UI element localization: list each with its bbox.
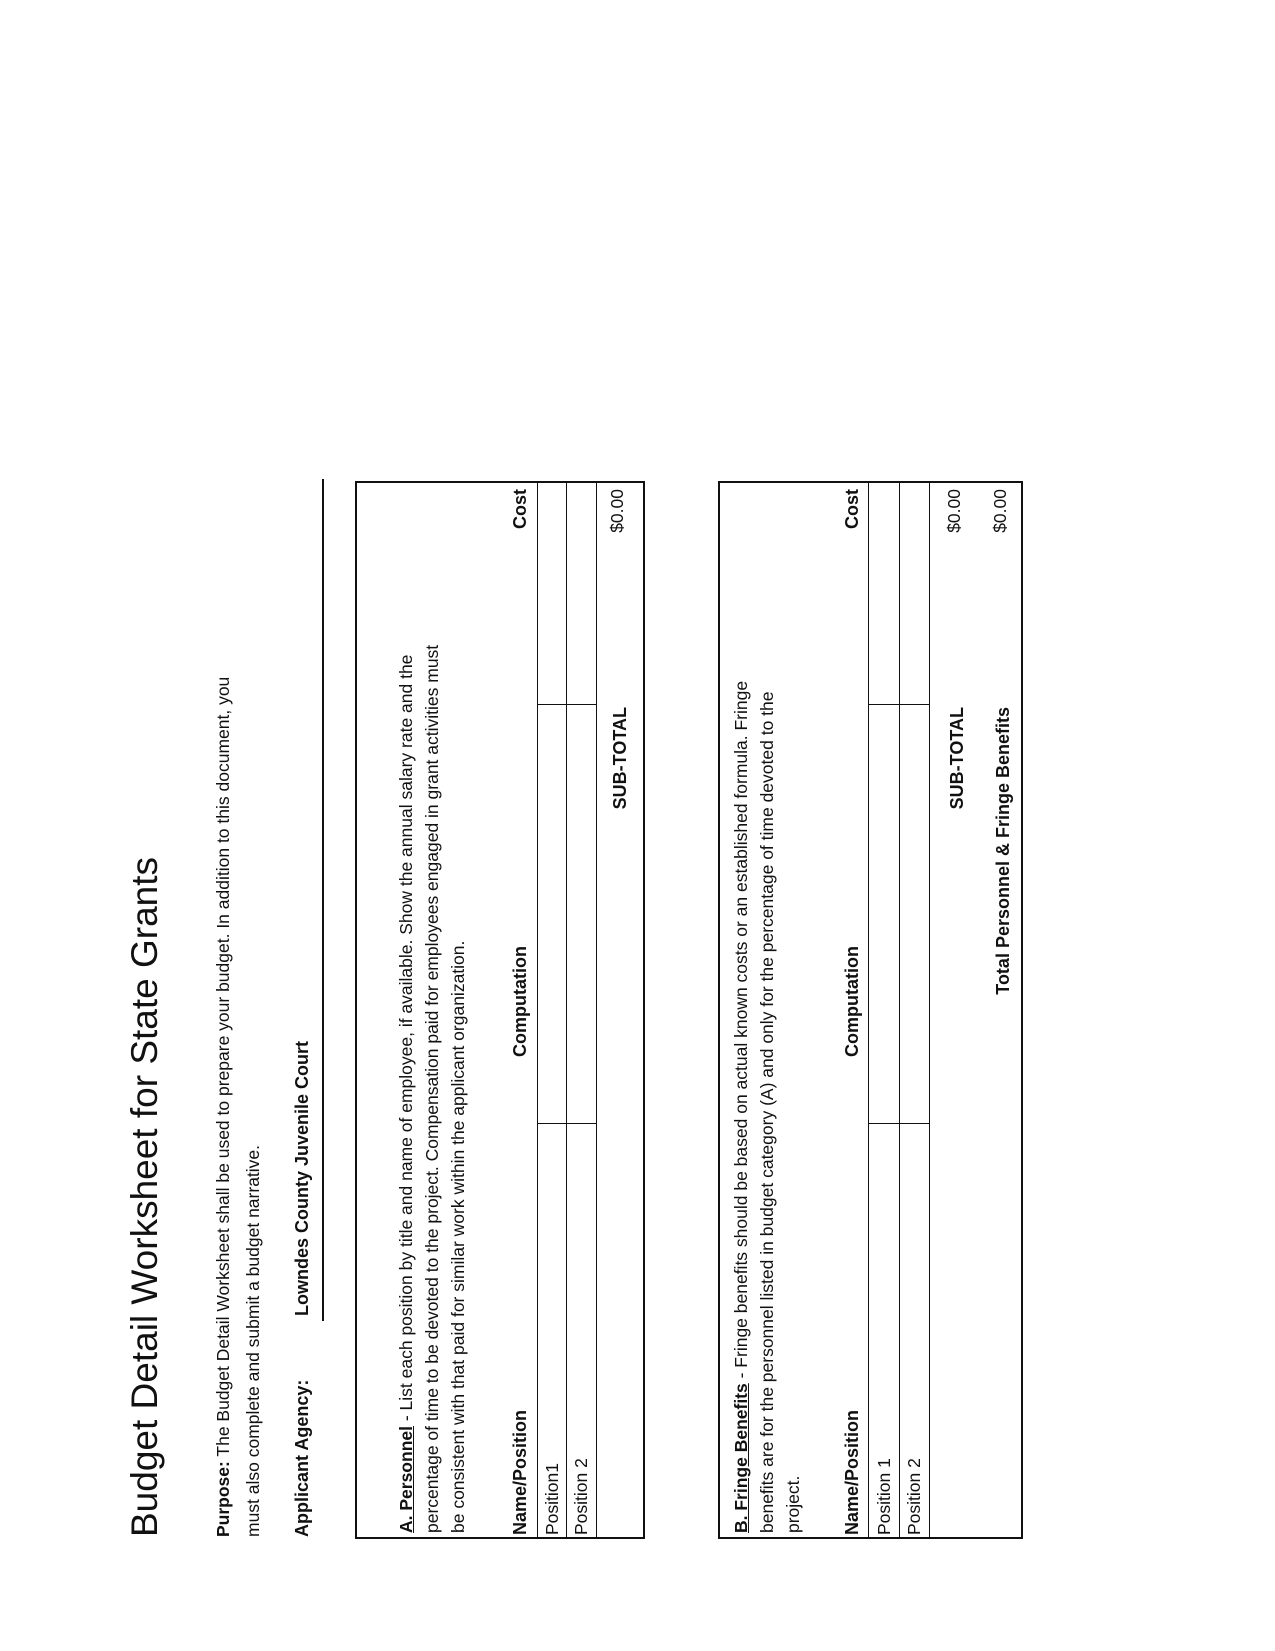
row-divider: [868, 483, 869, 1537]
applicant-agency-underline: [322, 479, 324, 1321]
col-header-computation: Computation: [510, 946, 530, 1057]
subtotal-label: SUB-TOTAL: [610, 707, 630, 810]
personnel-section: [355, 481, 645, 1539]
purpose-text: The Budget Detail Worksheet shall be used to prepare your budget. In addition to this document, you: [213, 676, 233, 1457]
fringe-desc-text: - Fringe benefits should be based on actual known costs or an established formula. Fringe: [731, 680, 751, 1384]
personnel-heading: A. Personnel: [396, 1426, 416, 1533]
purpose-line-1: [208, 677, 238, 1537]
subtotal-value: $0.00: [607, 489, 627, 533]
purpose-label: Purpose:: [213, 1461, 233, 1537]
table-row-name[interactable]: Position 2: [904, 1458, 924, 1535]
col-header-cost: Cost: [510, 489, 530, 529]
personnel-desc-line-1: [393, 655, 419, 1533]
col-header-name: Name/Position: [510, 1409, 530, 1535]
personnel-desc-line-3: be consistent with that paid for similar work within the applicant organization.: [448, 940, 468, 1533]
personnel-desc-line-2: percentage of time to be devoted to the project. Compensation paid for employees engaged in grant activities must: [422, 644, 442, 1533]
col-divider: [537, 704, 596, 705]
fringe-benefits-section: [718, 481, 1023, 1539]
table-row-computation[interactable]: [538, 712, 566, 1117]
subtotal-value: $0.00: [944, 489, 964, 533]
personnel-desc-text: - List each position by title and name of employee, if available. Show the annual salary rate and the: [396, 654, 416, 1427]
subtotal-label: SUB-TOTAL: [947, 707, 967, 810]
row-divider: [596, 483, 597, 1537]
table-row-computation[interactable]: [900, 712, 928, 1117]
total-label: Total Personnel & Fringe Benefits: [993, 707, 1013, 995]
col-divider: [868, 1123, 929, 1124]
page-title: Budget Detail Worksheet for State Grants: [124, 856, 165, 1537]
worksheet-page: [110, 485, 1030, 1545]
table-row-computation[interactable]: [870, 712, 898, 1117]
col-divider: [537, 1123, 596, 1124]
table-row-cost[interactable]: [870, 489, 898, 699]
col-header-name: Name/Position: [842, 1409, 862, 1535]
col-divider: [868, 704, 929, 705]
applicant-agency-value[interactable]: Lowndes County Juvenile Court: [292, 1040, 312, 1316]
total-value: $0.00: [990, 489, 1010, 533]
table-row-computation[interactable]: [567, 712, 595, 1117]
purpose-line-2: must also complete and submit a budget narrative.: [243, 1144, 263, 1537]
row-divider: [929, 483, 930, 1537]
fringe-heading: B. Fringe Benefits: [731, 1383, 751, 1533]
applicant-agency-label: Applicant Agency:: [292, 1379, 312, 1537]
fringe-desc-line-2: benefits are for the personnel listed in budget category (A) and only for the percentage of time devoted to the: [757, 691, 777, 1533]
col-header-computation: Computation: [842, 946, 862, 1057]
table-row-cost[interactable]: [900, 489, 928, 699]
col-header-cost: Cost: [842, 489, 862, 529]
table-row-name[interactable]: Position1: [542, 1463, 562, 1535]
fringe-desc-line-3: project.: [783, 1475, 803, 1533]
table-row-cost[interactable]: [538, 489, 566, 699]
fringe-desc-line-1: [728, 681, 754, 1533]
table-row-name[interactable]: Position 2: [571, 1458, 591, 1535]
table-row-name[interactable]: Position 1: [874, 1458, 894, 1535]
table-row-cost[interactable]: [567, 489, 595, 699]
